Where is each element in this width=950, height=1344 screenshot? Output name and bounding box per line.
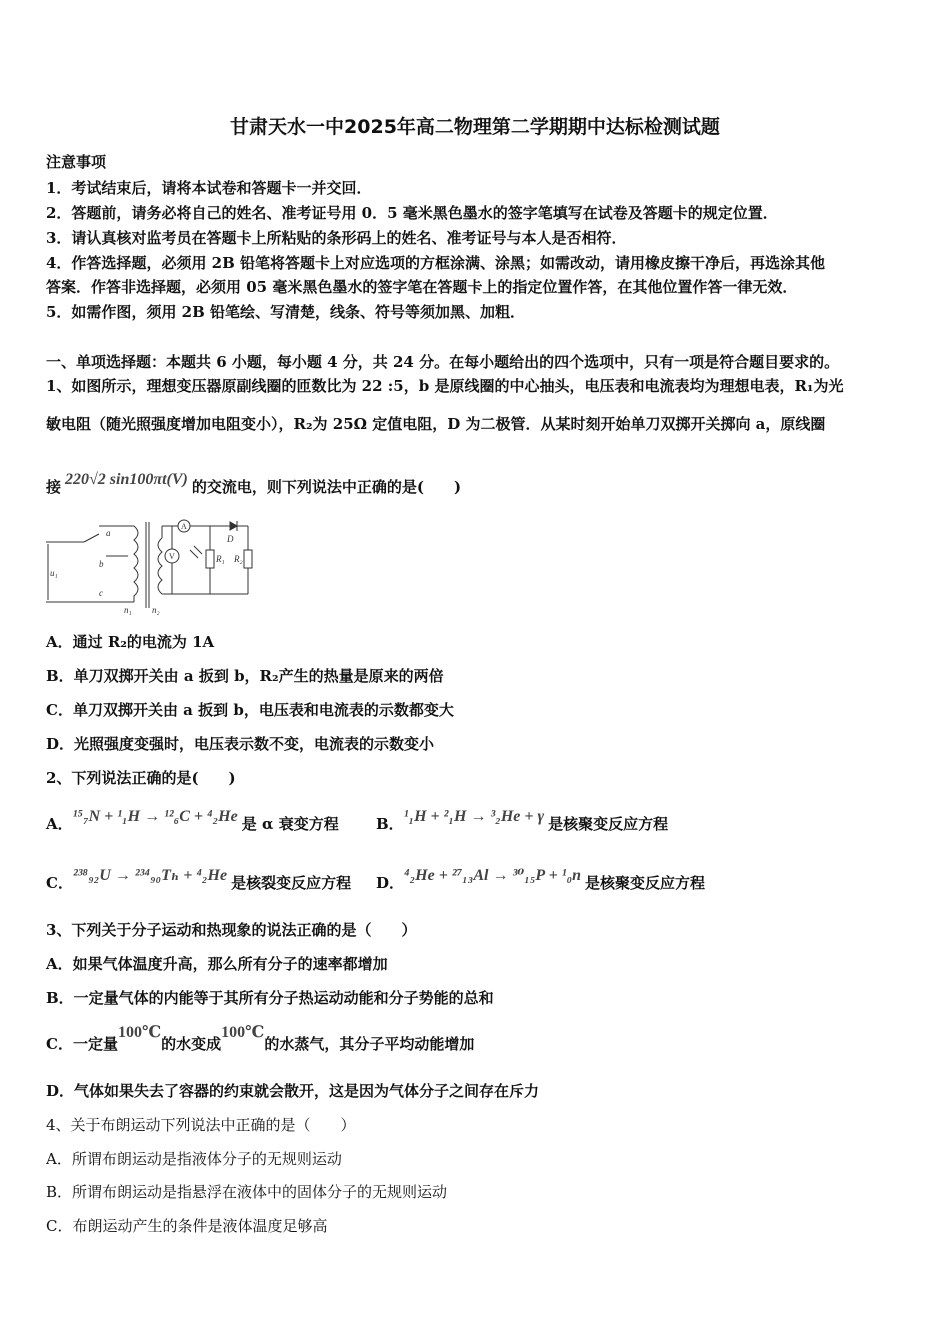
q3-option-a: A．如果气体温度升高，那么所有分子的速率都增加 — [46, 955, 388, 973]
question-4-stem: 4、关于布朗运动下列说法中正确的是（ ） — [46, 1116, 356, 1134]
fig-label-c: c — [99, 588, 103, 598]
q2-d-text: 是核聚变反应方程 — [584, 874, 705, 892]
section-heading: 一、单项选择题：本题共 6 小题，每小题 4 分，共 24 分。在每小题给出的四个选项中，只有一项是符合题目要求的。 — [46, 353, 840, 371]
q2-option-a — [46, 808, 339, 835]
q3-option-b: B．一定量气体的内能等于其所有分子热运动动能和分子势能的总和 — [46, 989, 494, 1007]
q2-b-equation: ¹₁H + ²₁H → ³₂He + γ — [403, 808, 545, 825]
q1-post: 的交流电，则下列说法中正确的是( ) — [191, 478, 462, 496]
q3-option-d: D．气体如果失去了容器的约束就会散开，这是因为气体分子之间存在斥力 — [46, 1082, 540, 1100]
question-2-stem: 2、下列说法正确的是( ) — [46, 769, 236, 787]
q2-b-text: 是核聚变反应方程 — [548, 815, 669, 833]
option-a: A．通过 R₂的电流为 1A — [46, 633, 215, 651]
notice-heading: 注意事项 — [46, 153, 107, 171]
q2-b-label: B． — [376, 815, 404, 833]
fig-label-u1: u₁ — [50, 568, 58, 578]
question-3-stem: 3、下列关于分子运动和热现象的说法正确的是（ ） — [46, 921, 417, 939]
q3-option-c — [46, 1024, 475, 1055]
notice-item: 答案．作答非选择题，必须用 05 毫米黑色墨水的签字笔在答题卡上的指定位置作答，在其他位置作答一律无效． — [46, 278, 798, 296]
q2-option-d — [376, 867, 705, 894]
question-1-line — [46, 471, 462, 498]
fig-label-n1: n₁ — [124, 605, 132, 615]
fig-label-ammeter: A — [181, 522, 187, 531]
question-1-line: 1、如图所示，理想变压器原副线圈的匝数比为 22 :5，b 是原线圈的中心抽头，电压表和电流表均为理想电表，R₁为光 — [46, 377, 844, 395]
fig-label-n2: n₂ — [152, 605, 160, 615]
q2-a-label: A． — [46, 815, 73, 833]
q2-option-c — [46, 867, 352, 894]
q2-c-label: C． — [46, 874, 73, 892]
q4-option-b: B．所谓布朗运动是指悬浮在液体中的固体分子的无规则运动 — [46, 1183, 448, 1201]
page-title: 甘肃天水一中2025年高二物理第二学期期中达标检测试题 — [230, 116, 720, 138]
q3-c-mid: 的水变成 — [161, 1035, 222, 1053]
q2-c-text: 是核裂变反应方程 — [231, 874, 352, 892]
option-b: B．单刀双掷开关由 a 扳到 b，R₂产生的热量是原来的两倍 — [46, 667, 444, 685]
q2-option-b — [376, 808, 669, 835]
question-1-line: 敏电阻（随光照强度增加电阻变小），R₂为 25Ω 定值电阻，D 为二极管．从某时刻开始单刀双掷开关掷向 a，原线圈 — [46, 415, 826, 433]
notice-item: 5．如需作图，须用 2B 铅笔绘、写清楚，线条、符号等须加黑、加粗． — [46, 303, 525, 321]
q2-a-text: 是 α 衰变方程 — [241, 815, 339, 833]
fig-label-b: b — [99, 559, 104, 569]
notice-item: 2．答题前，请务必将自己的姓名、准考证号用 0．5 毫米黑色墨水的签字笔填写在试卷及答题卡的规定位置． — [46, 204, 778, 222]
q4-option-c: C．布朗运动产生的条件是液体温度足够高 — [46, 1217, 328, 1235]
fig-label-a: a — [106, 528, 111, 538]
notice-item: 3．请认真核对监考员在答题卡上所粘贴的条形码上的姓名、准考证号与本人是否相符． — [46, 229, 627, 247]
notice-item: 4．作答选择题，必须用 2B 铅笔将答题卡上对应选项的方框涂满、涂黑；如需改动，请用橡皮擦干净后，再选涂其他 — [46, 254, 826, 272]
option-d: D．光照强度变强时，电压表示数不变，电流表的示数变小 — [46, 735, 435, 753]
fig-label-diode: D — [227, 534, 234, 544]
fig-label-r2: R₂ — [234, 554, 243, 564]
q2-a-equation: ¹⁵₇N + ¹₁H → ¹²₆C + ⁴₂He — [72, 808, 238, 825]
q3-c-temp1: 100℃ — [117, 1024, 162, 1041]
fig-label-r1: R₁ — [216, 554, 225, 564]
notice-item: 1．考试结束后，请将本试卷和答题卡一并交回． — [46, 179, 372, 197]
q3-c-temp2: 100℃ — [221, 1024, 265, 1041]
option-c: C．单刀双掷开关由 a 扳到 b，电压表和电流表的示数都变大 — [46, 701, 454, 719]
q1-formula: 220√2 sin100πt(V) — [65, 471, 188, 488]
q3-c-pre: C．一定量 — [46, 1035, 118, 1053]
q2-d-label: D． — [376, 874, 405, 892]
q4-option-a: A．所谓布朗运动是指液体分子的无规则运动 — [46, 1150, 342, 1168]
q1-pre: 接 — [46, 478, 62, 496]
transformer-circuit-figure — [44, 516, 264, 616]
q2-c-equation: ²³⁸₉₂U → ²³⁴₉₀Tₕ + ⁴₂He — [72, 867, 228, 884]
q2-d-equation: ⁴₂He + ²⁷₁₃Al → ³⁰₁₅P + ¹₀n — [404, 867, 581, 884]
fig-label-voltmeter: V — [169, 552, 175, 561]
q3-c-post: 的水蒸气，其分子平均动能增加 — [264, 1035, 475, 1053]
